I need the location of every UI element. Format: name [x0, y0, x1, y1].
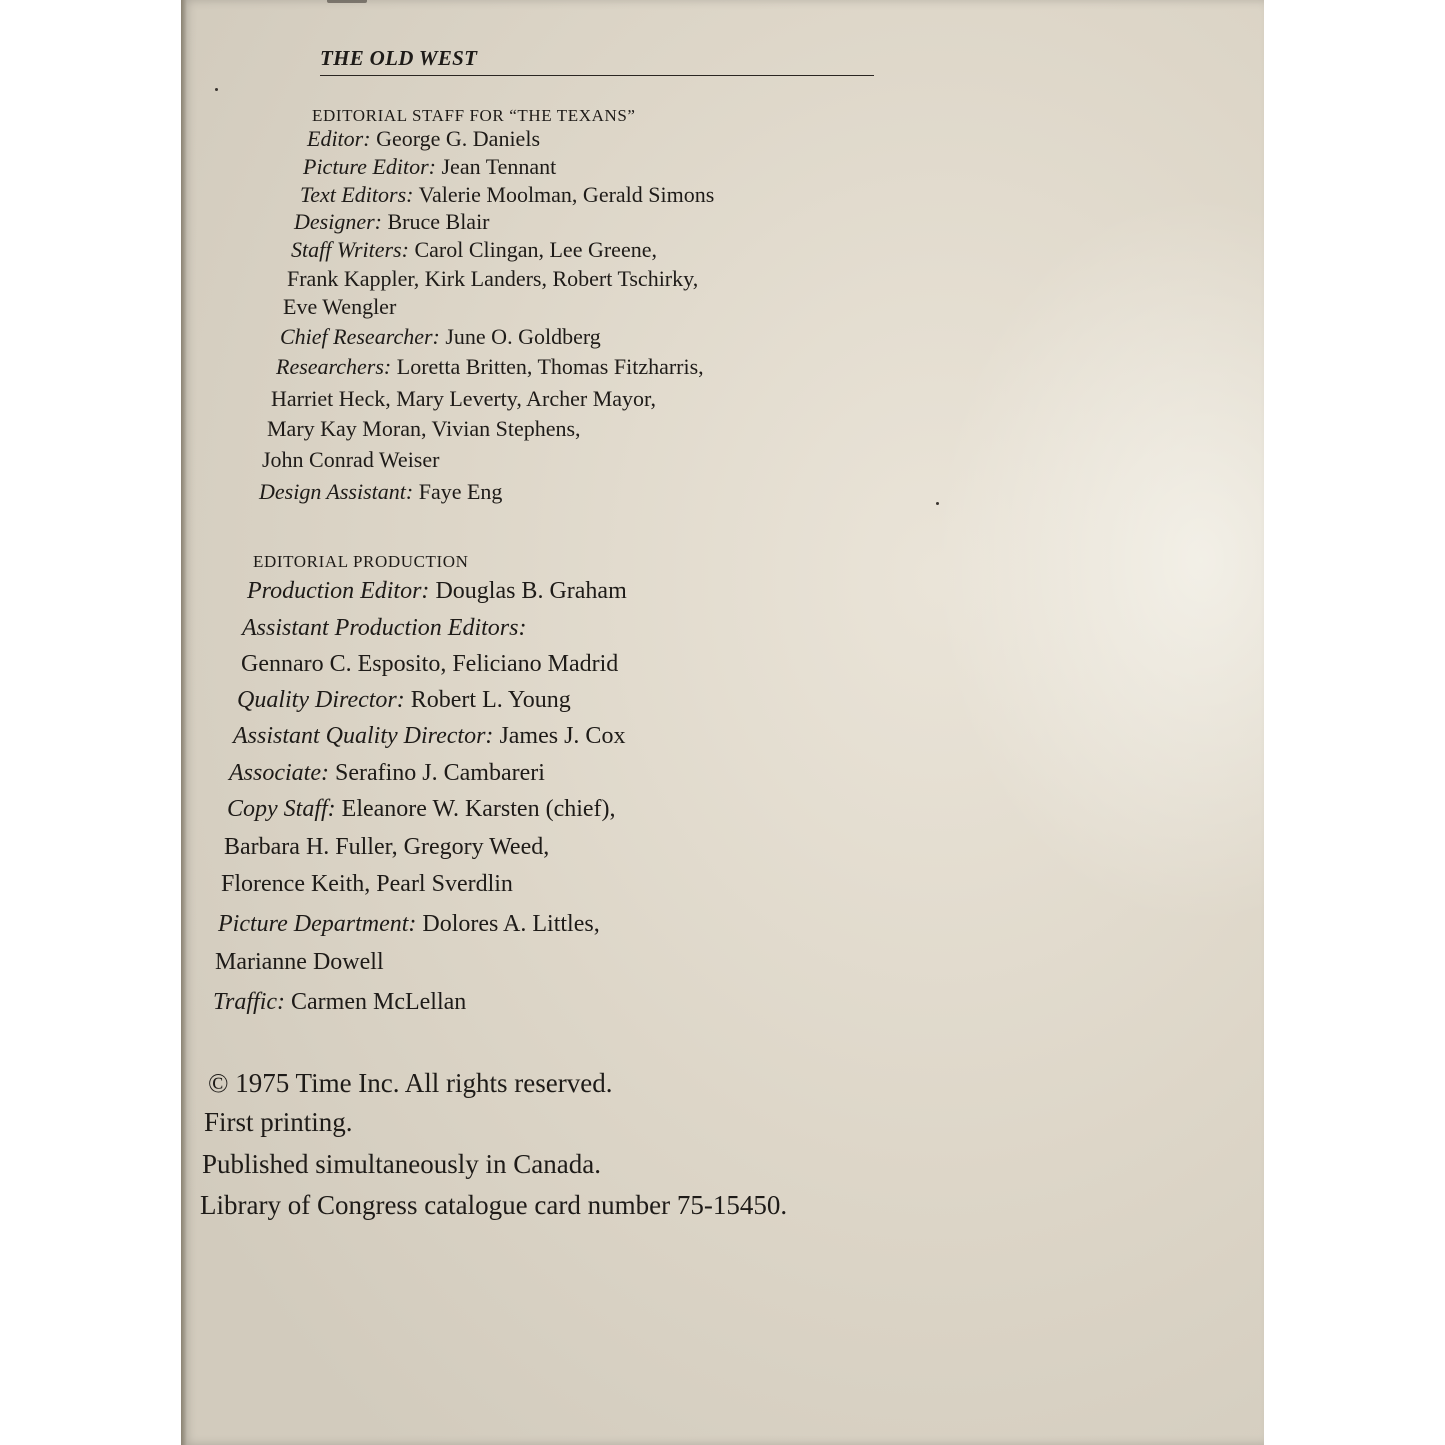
credit-line: John Conrad Weiser: [262, 447, 440, 472]
paper-speck: [215, 88, 218, 91]
credit-line: Text Editors: Valerie Moolman, Gerald Simons: [300, 182, 715, 207]
credit-line: Eve Wengler: [283, 294, 397, 319]
copyright-line: © 1975 Time Inc. All rights reserved.: [208, 1068, 613, 1098]
printing-line: First printing.: [204, 1107, 353, 1137]
title-rule: [320, 75, 874, 76]
credit-line: Florence Keith, Pearl Sverdlin: [221, 871, 513, 897]
credit-line: Mary Kay Moran, Vivian Stephens,: [267, 416, 581, 441]
credit-line: Assistant Production Editors:: [242, 615, 527, 641]
credit-line: Production Editor: Douglas B. Graham: [247, 578, 627, 604]
credit-line: Gennaro C. Esposito, Feliciano Madrid: [241, 651, 619, 677]
credit-line: Traffic: Carmen McLellan: [213, 989, 467, 1015]
book-page: [181, 0, 1264, 1445]
credit-line: Associate: Serafino J. Cambareri: [229, 760, 545, 786]
credit-line: Picture Department: Dolores A. Littles,: [218, 911, 600, 937]
credit-line: Copy Staff: Eleanore W. Karsten (chief),: [227, 796, 616, 822]
page-gutter-shadow: [181, 0, 187, 1445]
library-line: Library of Congress catalogue card number 75-15450.: [200, 1190, 788, 1220]
credit-line: Chief Researcher: June O. Goldberg: [280, 324, 601, 349]
credit-line: Assistant Quality Director: James J. Cox: [233, 723, 626, 749]
credit-line: Staff Writers: Carol Clingan, Lee Greene,: [291, 237, 657, 262]
credit-line: Marianne Dowell: [215, 949, 384, 975]
credit-line: Frank Kappler, Kirk Landers, Robert Tschirky,: [287, 266, 699, 291]
credit-line: Design Assistant: Faye Eng: [259, 479, 503, 504]
editorial-production-heading: EDITORIAL PRODUCTION: [253, 552, 469, 571]
series-title: THE OLD WEST: [320, 46, 478, 70]
paper-speck: [936, 502, 939, 505]
credit-line: Picture Editor: Jean Tennant: [303, 154, 557, 179]
credit-line: Barbara H. Fuller, Gregory Weed,: [224, 834, 550, 860]
cropped-text-fragment: [327, 0, 367, 3]
published-line: Published simultaneously in Canada.: [202, 1149, 601, 1179]
credit-line: Researchers: Loretta Britten, Thomas Fitzharris,: [276, 354, 704, 379]
credit-line: Harriet Heck, Mary Leverty, Archer Mayor,: [271, 386, 656, 411]
editorial-staff-heading: EDITORIAL STAFF FOR “THE TEXANS”: [312, 106, 636, 125]
credit-line: Editor: George G. Daniels: [307, 126, 540, 151]
credit-line: Quality Director: Robert L. Young: [237, 687, 571, 713]
credit-line: Designer: Bruce Blair: [294, 209, 490, 234]
